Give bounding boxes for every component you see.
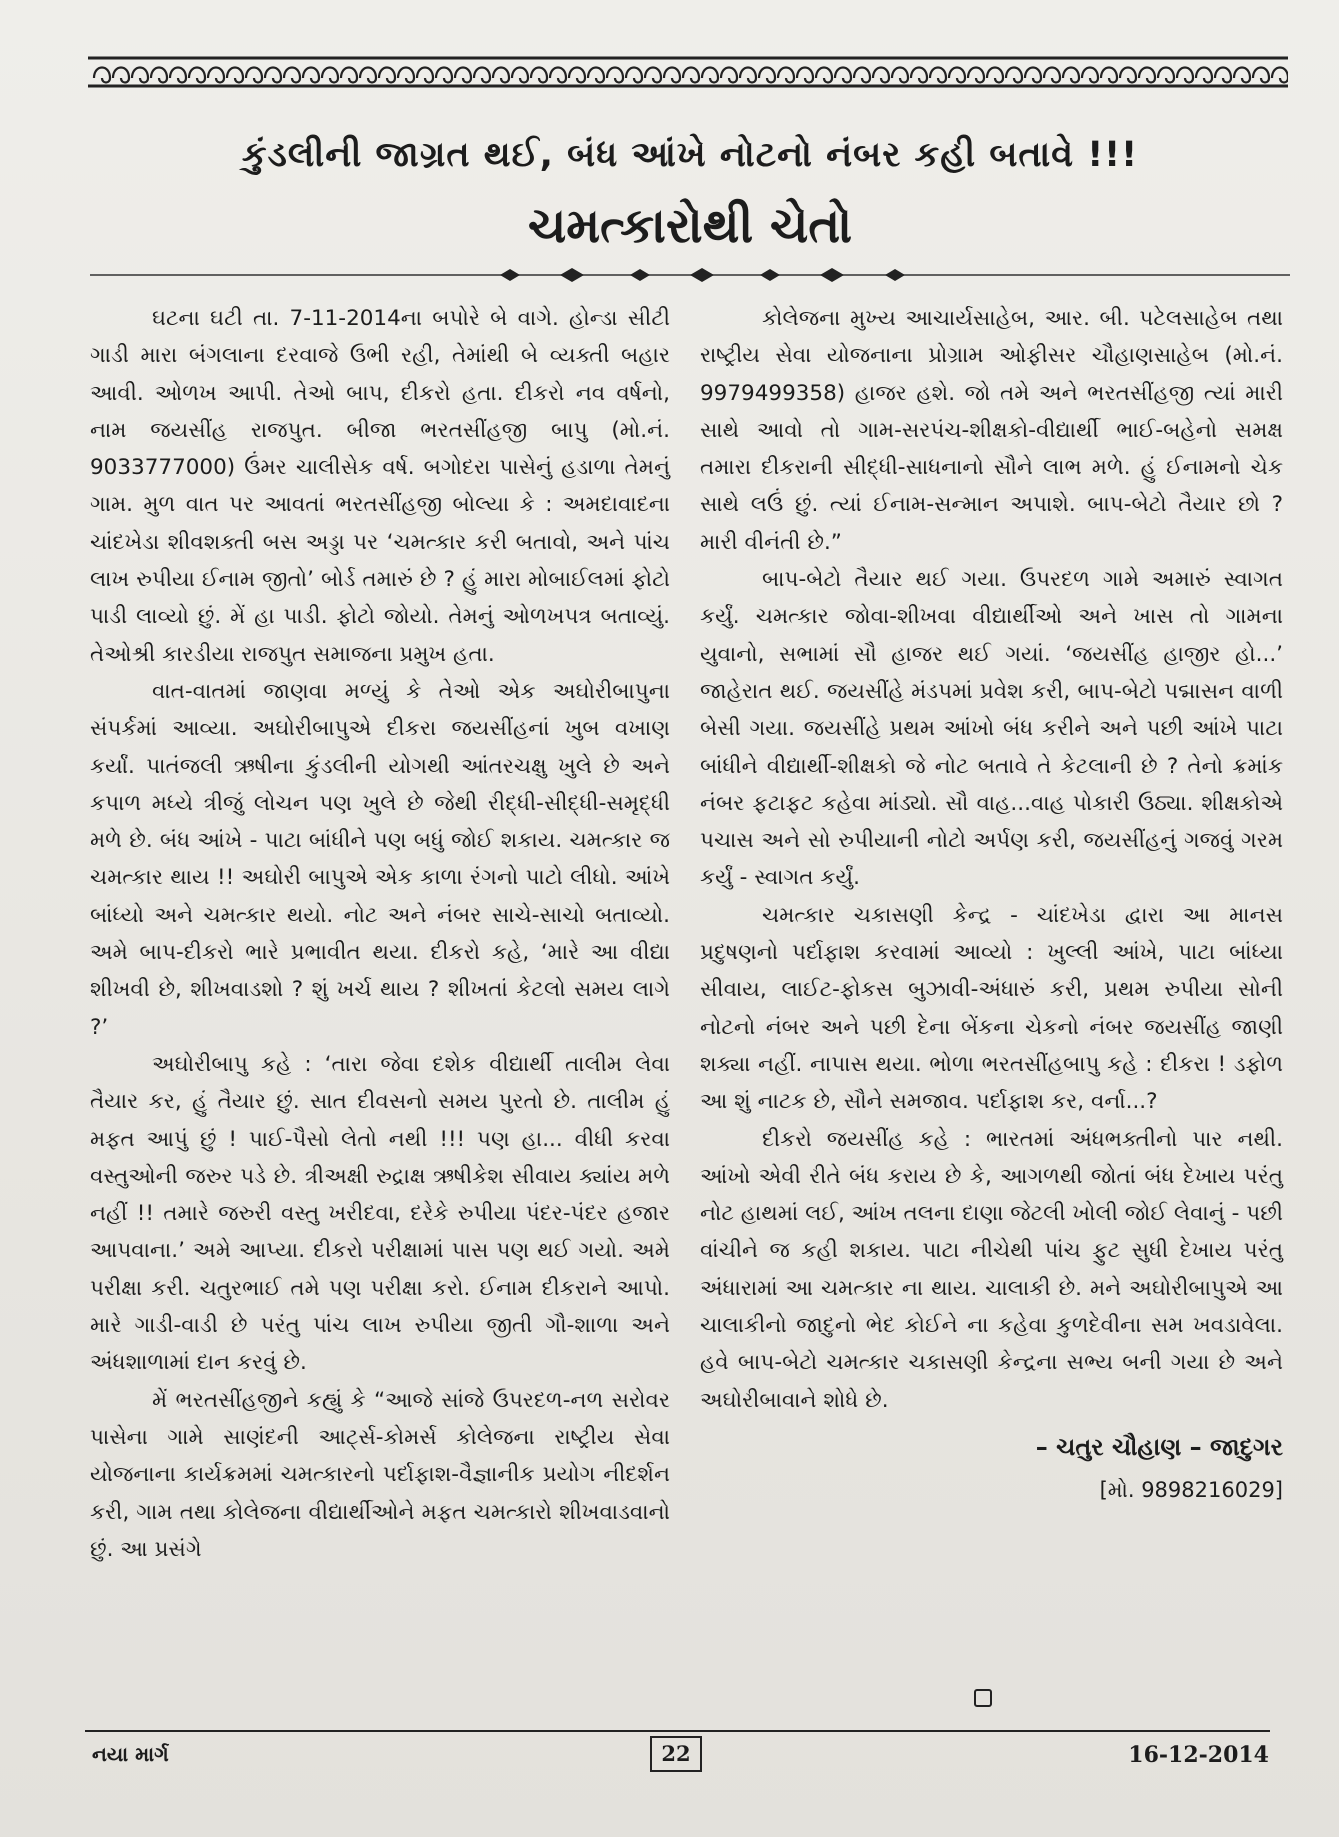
paragraph: કોલેજના મુખ્ય આચાર્યસાહેબ, આર. બી. પટેલસાહેબ તથા રાષ્ટ્રીય સેવા યોજનાના પ્રોગ્રામ ઓફીસર ચૌહાણસાહેબ (મો.નં. 9979499358) હાજર હશે. જો તમે અને ભરતસીંહજી ત્યાં મારી સાથે આવો તો ગામ-સરપંચ-શીક્ષકો-વીદ્યાર્થી ભાઈ-બહેનો સમક્ષ તમારા દીકરાની સીદ્ધી-સાધનાનો સૌને લાભ મળે. હું ઈનામનો ચેક સાથે લઉં છું. ત્યાં ઈનામ-સન્માન અપાશે. બાપ-બેટો તૈયાર છો ? મારી વીનંતી છે.” bbox=[700, 306, 1283, 555]
article-right-column bbox=[700, 300, 1283, 1510]
paragraph: મેં ભરતસીંહજીને કહ્યું કે “આજે સાંજે ઉપરદળ-નળ સરોવર પાસેના ગામે સાણંદની આર્ટ્સ-કોમર્સ કોલેજના રાષ્ટ્રીય સેવા યોજનાના કાર્યક્રમમાં ચમત્કારનો પર્દાફાશ-વૈજ્ઞાનીક પ્રયોગ નીદર્શન કરી, ગામ તથા કોલેજના વીદ્યાર્થીઓને મફત ચમત્કારો શીખવાડવાનો છું. આ પ્રસંગે bbox=[90, 1387, 670, 1562]
author-phone: [મો. 9898216029] bbox=[1099, 1478, 1283, 1503]
paragraph: બાપ-બેટો તૈયાર થઈ ગયા. ઉપરદળ ગામે અમારું સ્વાગત કર્યું. ચમત્કાર જોવા-શીખવા વીદ્યાર્થીઓ અને ખાસ તો ગામના યુવાનો, સભામાં સૌ હાજર થઈ ગયાં. ‘જયસીંહ હાજીર હો...’ જાહેરાત થઈ. જયસીંહે મંડપમાં પ્રવેશ કરી, બાપ-બેટો પદ્માસન વાળી બેસી ગયા. જયસીંહે પ્રથમ આંખો બંધ કરીને અને પછી આંખે પાટા બાંધીને વીદ્યાર્થી-શીક્ષકો જે નોટ બતાવે તે કેટલાની છે ? તેનો ક્રમાંક નંબર ફટાફટ કહેવા માંડ્યો. સૌ વાહ...વાહ પોકારી ઉઠ્યા. શીક્ષકોએ પચાસ અને સો રુપીયાની નોટો અર્પણ કરી, જયસીંહનું ગજવું ગરમ કર્યું - સ્વાગત કર્યું. bbox=[700, 567, 1283, 891]
article-headline: કુંડલીની જાગ્રત થઈ, બંધ આંખે નોટનો નંબર કહી બતાવે !!! bbox=[241, 135, 1139, 175]
paragraph: ઘટના ઘટી તા. 7-11-2014ના બપોરે બે વાગે. હોન્ડા સીટી ગાડી મારા બંગલાના દરવાજે ઉભી રહી, તેમાંથી બે વ્યક્તી બહાર આવી. ઓળખ આપી. તેઓ બાપ, દીકરો હતા. દીકરો નવ વર્ષનો, નામ જયસીંહ રાજપુત. બીજા ભરતસીંહજી બાપુ (મો.નં. 9033777000) ઉંમર ચાલીસેક વર્ષ. બગોદરા પાસેનું હડાળા તેમનું ગામ. મુળ વાત પર આવતાં ભરતસીંહજી બોલ્યા કે : અમદાવાદના ચાંદખેડા શીવશક્તી બસ અડ્ડા પર ‘ચમત્કાર કરી બતાવો, અને પાંચ લાખ રુપીયા ઈનામ જીતો’ બોર્ડ તમારું છે ? હું મારા મોબાઈલમાં ફોટો પાડી લાવ્યો છું. મેં હા પાડી. ફોટો જોયો. તેમનું ઓળખપત્ર બતાવ્યું. તેઓશ્રી કારડીયા રાજપુત સમાજના પ્રમુખ હતા. bbox=[90, 306, 670, 667]
paragraph: અઘોરીબાપુ કહે : ‘તારા જેવા દશેક વીદ્યાર્થી તાલીમ લેવા તૈયાર કર, હું તૈયાર છું. સાત દીવસનો સમય પુરતો છે. તાલીમ હું મફત આપું છું ! પાઈ-પૈસો લેતો નથી !!! પણ હા... વીધી કરવા વસ્તુઓની જરુર પડે છે. ત્રીઅક્ષી રુદ્રાક્ષ ઋષીકેશ સીવાય ક્યાંય મળે નહીં !! તમારે જરુરી વસ્તુ ખરીદવા, દરેકે રુપીયા પંદર-પંદર હજાર આપવાના.’ અમે આપ્યા. દીકરો પરીક્ષામાં પાસ પણ થઈ ગયો. અમે પરીક્ષા કરી. ચતુરભાઈ તમે પણ પરીક્ષા કરો. ઈનામ દીકરાને આપો. મારે ગાડી-વાડી છે પરંતુ પાંચ લાખ રુપીયા જીતી ગૌ-શાળા અને અંધશાળામાં દાન કરવું છે. bbox=[90, 1051, 670, 1376]
issue-date: 16-12-2014 bbox=[1128, 1742, 1269, 1768]
paragraph: દીકરો જયસીંહ કહે : ભારતમાં અંધભક્તીનો પાર નથી. આંખો એવી રીતે બંધ કરાય છે કે, આગળથી જોતાં બંધ દેખાય પરંતુ નોટ હાથમાં લઈ, આંખ તલના દાણા જેટલી ખોલી જોઈ લેવાનું - પછી વાંચીને જ કહી શકાય. પાટા નીચેથી પાંચ ફુટ સુધી દેખાય પરંતુ અંધારામાં આ ચમત્કાર ના થાય. ચાલાકી છે. મને અઘોરીબાપુએ આ ચાલાકીનો જાદુનો ભેદ કોઈને ના કહેવા કુળદેવીના સમ ખવડાવેલા. હવે બાપ-બેટો ચમત્કાર ચકાસણી કેન્દ્રના સભ્ય બની ગયા છે અને અઘોરીબાવાને શોધે છે. bbox=[700, 1126, 1283, 1413]
footer-rule bbox=[85, 1730, 1270, 1732]
article-title: ચમત્કારોથી ચેતો bbox=[527, 198, 853, 254]
decorative-top-border bbox=[88, 52, 1288, 92]
article-left-column bbox=[90, 300, 670, 1568]
paragraph: ચમત્કાર ચકાસણી કેન્દ્ર - ચાંદખેડા દ્વારા આ માનસ પ્રદુષણનો પર્દાફાશ કરવામાં આવ્યો : ખુલ્લી આંખે, પાટા બાંધ્યા સીવાય, લાઈટ-ફોકસ બુઝાવી-અંધારું કરી, પ્રથમ રુપીયા સોની નોટનો નંબર અને પછી દેના બેંકના ચેકનો નંબર જયસીંહ જાણી શક્યા નહીં. નાપાસ થયા. ભોળા ભરતસીંહબાપુ કહે : દીકરા ! ડફોળ આ શું નાટક છે, સૌને સમજાવ. પર્દાફાશ કર, વર્ના...? bbox=[700, 902, 1283, 1115]
magazine-name: નયા માર્ગ bbox=[92, 1742, 169, 1766]
paragraph: વાત-વાતમાં જાણવા મળ્યું કે તેઓ એક અઘોરીબાપુના સંપર્કમાં આવ્યા. અઘોરીબાપુએ દીકરા જયસીંહનાં ખુબ વખાણ કર્યાં. પાતંજલી ઋષીના કુંડલીની યોગથી આંતરચક્ષુ ખુલે છે અને કપાળ મધ્યે ત્રીજું લોચન પણ ખુલે છે જેથી રીદ્ધી-સીદ્ધી-સમૃદ્ધી મળે છે. બંધ આંખે - પાટા બાંધીને પણ બધું જોઈ શકાય. ચમત્કાર જ ચમત્કાર થાય !! અઘોરી બાપુએ એક કાળા રંગનો પાટો લીધો. આંખે બાંધ્યો અને ચમત્કાર થયો. નોટ અને નંબર સાચે-સાચો બતાવ્યો. અમે બાપ-દીકરો ભારે પ્રભાવીત થયા. દીકરો કહે, ‘મારે આ વીદ્યા શીખવી છે, શીખવાડશો ? શું ખર્ચ થાય ? શીખતાં કેટલો સમય લાગે ?’ bbox=[90, 678, 670, 1040]
ornamental-divider bbox=[90, 262, 1290, 288]
author-signature: – ચતુર ચૌહાણ – જાદુગર bbox=[1035, 1432, 1283, 1461]
page-number: 22 bbox=[650, 1736, 702, 1772]
article-end-square-icon bbox=[974, 1689, 992, 1707]
